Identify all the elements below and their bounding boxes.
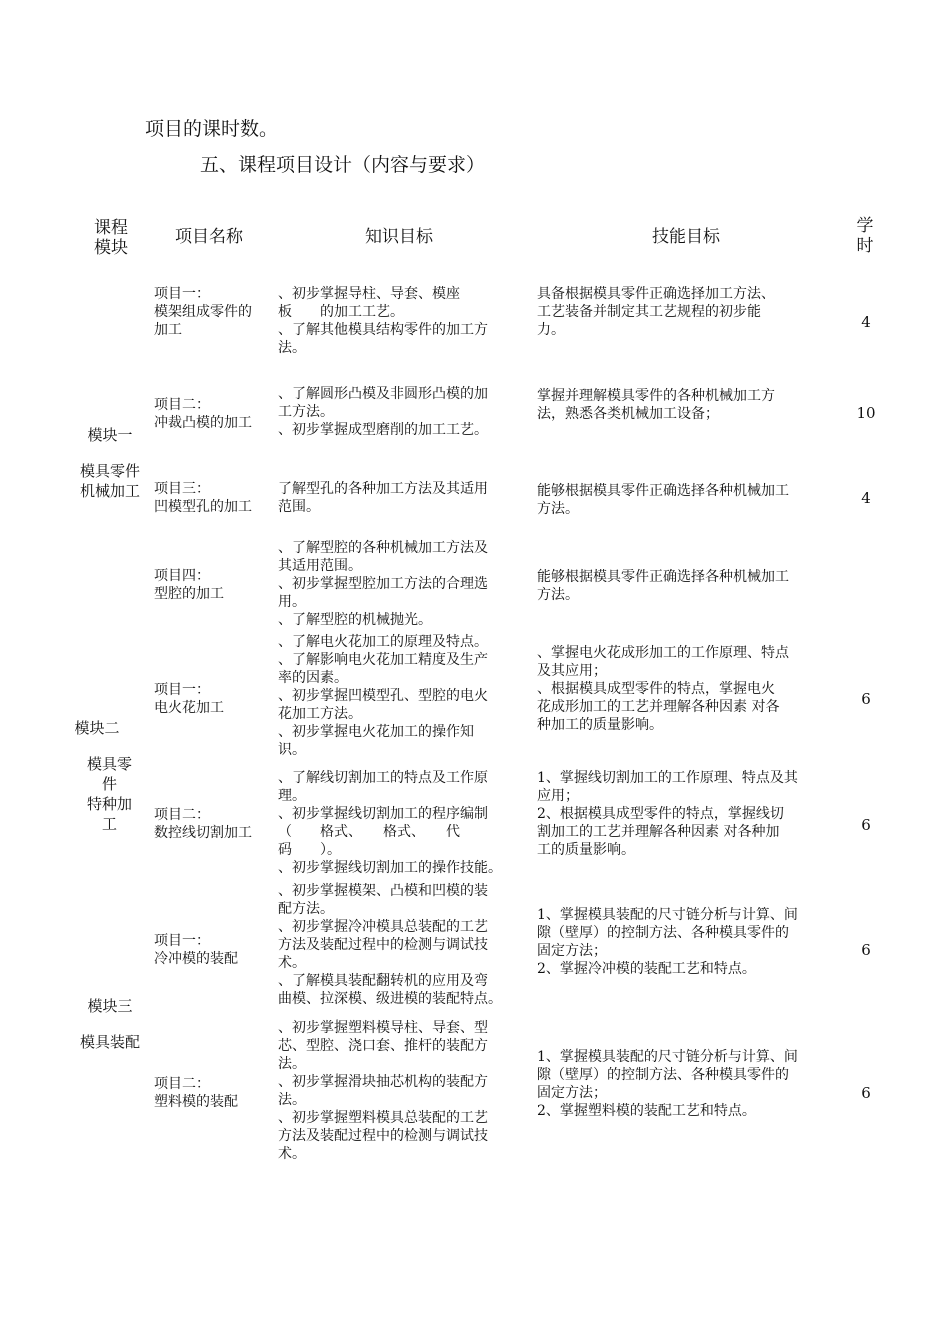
project-name: 凹模型孔的加工 bbox=[154, 499, 252, 515]
hours-value: 6 bbox=[861, 941, 871, 959]
skill-goal: 工的质量影响。 bbox=[537, 842, 635, 858]
module-name: 模具装配 bbox=[79, 1033, 140, 1051]
knowledge-goal: 用。 bbox=[278, 594, 306, 610]
knowledge-goal: 、了解型腔的机械抛光。 bbox=[278, 612, 432, 628]
skill-goal: 2、掌握冷冲模的装配工艺和特点。 bbox=[537, 961, 756, 977]
skill-goal: 固定方法； bbox=[537, 1085, 607, 1101]
project-name: 型腔的加工 bbox=[154, 586, 224, 602]
knowledge-goal: 方法及装配过程中的检测与调试技 bbox=[278, 937, 488, 953]
knowledge-goal: 了解型孔的各种加工方法及其适用 bbox=[278, 481, 488, 497]
knowledge-goal: 、初步掌握塑料模具总装配的工艺 bbox=[278, 1110, 488, 1126]
skill-goal: 2、根据模具成型零件的特点，掌握线切 bbox=[537, 806, 784, 822]
knowledge-goal: 、初步掌握线切割加工的程序编制 bbox=[278, 806, 488, 822]
header-module: 课程 模块 bbox=[94, 218, 128, 258]
knowledge-goal: 配方法。 bbox=[278, 901, 334, 917]
knowledge-goal: 、了解其他模具结构零件的加工方 bbox=[278, 322, 488, 338]
knowledge-goal: 芯、型腔、浇口套、推杆的装配方 bbox=[278, 1038, 488, 1054]
skill-goal: 2、掌握塑料模的装配工艺和特点。 bbox=[537, 1103, 756, 1119]
module-label: 模块二 bbox=[74, 719, 120, 737]
knowledge-goal: 范围。 bbox=[278, 499, 320, 515]
intro-text: 项目的课时数。 bbox=[145, 118, 279, 140]
skill-goal: 隙（壁厚）的控制方法、各种模具零件的 bbox=[537, 925, 789, 941]
knowledge-goal: 术。 bbox=[278, 955, 306, 971]
project-name: 模架组成零件的 bbox=[154, 304, 252, 320]
knowledge-goal: 方法及装配过程中的检测与调试技 bbox=[278, 1128, 488, 1144]
knowledge-goal: 花加工方法。 bbox=[278, 706, 362, 722]
knowledge-goal: 工方法。 bbox=[278, 404, 334, 420]
knowledge-goal: 、了解模具装配翻转机的应用及弯 bbox=[278, 973, 488, 989]
header-knowledge: 知识目标 bbox=[365, 227, 433, 247]
project-name: 项目一： bbox=[154, 933, 210, 949]
module-3 bbox=[70, 996, 150, 1052]
skill-goal: 及其应用； bbox=[537, 663, 607, 679]
module-name: 模具零件 bbox=[86, 755, 132, 793]
project-name: 冷冲模的装配 bbox=[154, 951, 238, 967]
skill-goal: 能够根据模具零件正确选择各种机械加工 bbox=[537, 569, 789, 585]
skill-goal: 、根据模具成型零件的特点，掌握电火 bbox=[537, 681, 775, 697]
project-name: 电火花加工 bbox=[154, 700, 224, 716]
knowledge-goal: 法。 bbox=[278, 1056, 306, 1072]
knowledge-goal: （ 格式、 格式、 代 bbox=[278, 824, 460, 840]
knowledge-goal: 、了解圆形凸模及非圆形凸模的加 bbox=[278, 386, 488, 402]
skill-goal: 隙（壁厚）的控制方法、各种模具零件的 bbox=[537, 1067, 789, 1083]
hours-value: 6 bbox=[861, 816, 871, 834]
skill-goal: 能够根据模具零件正确选择各种机械加工 bbox=[537, 483, 789, 499]
knowledge-goal: 识。 bbox=[278, 742, 306, 758]
knowledge-goal: 、初步掌握凹模型孔、型腔的电火 bbox=[278, 688, 488, 704]
skill-goal: 应用； bbox=[537, 788, 579, 804]
knowledge-goal: 、初步掌握电火花加工的操作知 bbox=[278, 724, 474, 740]
project-name: 项目三： bbox=[154, 481, 210, 497]
header-hours: 学 时 bbox=[856, 216, 874, 256]
skill-goal: 1、掌握线切割加工的工作原理、特点及其 bbox=[537, 770, 798, 786]
skill-goal: 、掌握电火花成形加工的工作原理、特点 bbox=[537, 645, 789, 661]
project-name: 项目二： bbox=[154, 1076, 210, 1092]
project-name: 项目四： bbox=[154, 568, 210, 584]
knowledge-goal: 、初步掌握冷冲模具总装配的工艺 bbox=[278, 919, 488, 935]
project-name: 数控线切割加工 bbox=[154, 825, 252, 841]
project-name: 项目二： bbox=[154, 807, 210, 823]
knowledge-goal: 、了解影响电火花加工精度及生产 bbox=[278, 652, 488, 668]
knowledge-goal: 、初步掌握型腔加工方法的合理选 bbox=[278, 576, 488, 592]
skill-goal: 种加工的质量影响。 bbox=[537, 717, 663, 733]
knowledge-goal: 其适用范围。 bbox=[278, 558, 362, 574]
hours-value: 4 bbox=[861, 489, 871, 507]
project-name: 加工 bbox=[154, 322, 182, 338]
project-name: 项目二： bbox=[154, 397, 210, 413]
knowledge-goal: 、初步掌握模架、凸模和凹模的装 bbox=[278, 883, 488, 899]
knowledge-goal: 码 ）。 bbox=[278, 842, 341, 858]
knowledge-goal: 、初步掌握线切割加工的操作技能。 bbox=[278, 860, 502, 876]
header-skill: 技能目标 bbox=[652, 227, 720, 247]
header-project: 项目名称 bbox=[175, 227, 243, 247]
skill-goal: 固定方法； bbox=[537, 943, 607, 959]
project-name: 项目一： bbox=[154, 682, 210, 698]
knowledge-goal: 法。 bbox=[278, 340, 306, 356]
skill-goal: 花成形加工的工艺并理解各种因素 对各 bbox=[537, 699, 780, 715]
knowledge-goal: 、初步掌握成型磨削的加工工艺。 bbox=[278, 422, 488, 438]
skill-goal: 方法。 bbox=[537, 501, 579, 517]
skill-goal: 掌握并理解模具零件的各种机械加工方 bbox=[537, 388, 775, 404]
section-title: 五、课程项目设计（内容与要求） bbox=[200, 154, 486, 176]
knowledge-goal: 、初步掌握塑料模导柱、导套、型 bbox=[278, 1020, 488, 1036]
hours-value: 6 bbox=[861, 690, 871, 708]
skill-goal: 1、掌握模具装配的尺寸链分析与计算、间 bbox=[537, 907, 798, 923]
knowledge-goal: 、了解线切割加工的特点及工作原 bbox=[278, 770, 488, 786]
hours-value: 4 bbox=[861, 313, 871, 331]
module-label: 模块一 bbox=[87, 426, 133, 444]
knowledge-goal: 、初步掌握滑块抽芯机构的装配方 bbox=[278, 1074, 488, 1090]
skill-goal: 力。 bbox=[537, 322, 565, 338]
module-name: 机械加工 bbox=[79, 482, 140, 500]
knowledge-goal: 、了解电火花加工的原理及特点。 bbox=[278, 634, 488, 650]
skill-goal: 方法。 bbox=[537, 587, 579, 603]
hours-value: 6 bbox=[861, 1084, 871, 1102]
project-name: 冲裁凸模的加工 bbox=[154, 415, 252, 431]
skill-goal: 割加工的工艺并理解各种因素 对各种加 bbox=[537, 824, 780, 840]
module-1 bbox=[70, 425, 150, 501]
skill-goal: 工艺装备并制定其工艺规程的初步能 bbox=[537, 304, 761, 320]
knowledge-goal: 术。 bbox=[278, 1146, 306, 1162]
module-name: 模具零件 bbox=[79, 462, 140, 480]
knowledge-goal: 、了解型腔的各种机械加工方法及 bbox=[278, 540, 488, 556]
knowledge-goal: 板 的加工工艺。 bbox=[278, 304, 404, 320]
skill-goal: 法，熟悉各类机械加工设备； bbox=[537, 406, 719, 422]
skill-goal: 1、掌握模具装配的尺寸链分析与计算、间 bbox=[537, 1049, 798, 1065]
module-2 bbox=[57, 718, 137, 834]
hours-value: 10 bbox=[856, 404, 876, 422]
module-name: 特种加工 bbox=[86, 795, 132, 833]
project-name: 项目一： bbox=[154, 286, 210, 302]
knowledge-goal: 率的因素。 bbox=[278, 670, 348, 686]
project-name: 塑料模的装配 bbox=[154, 1094, 238, 1110]
knowledge-goal: 理。 bbox=[278, 788, 306, 804]
knowledge-goal: 法。 bbox=[278, 1092, 306, 1108]
knowledge-goal: 曲模、拉深模、级进模的装配特点。 bbox=[278, 991, 502, 1007]
skill-goal: 具备根据模具零件正确选择加工方法、 bbox=[537, 286, 775, 302]
knowledge-goal: 、初步掌握导柱、导套、模座 bbox=[278, 286, 460, 302]
module-label: 模块三 bbox=[87, 997, 133, 1015]
